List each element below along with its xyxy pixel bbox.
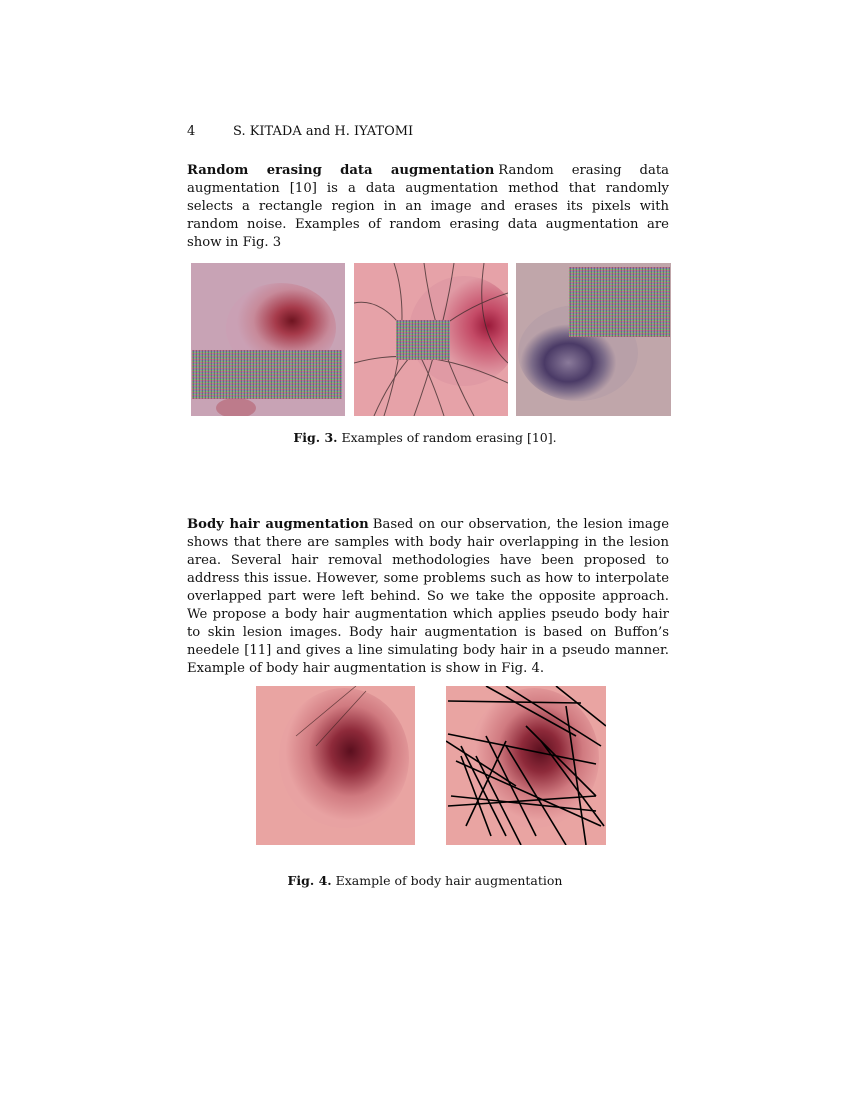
figure3-image-3	[516, 263, 671, 416]
page-header	[187, 124, 413, 139]
figure4-image-original	[256, 686, 415, 845]
figure3-image-1	[191, 263, 345, 416]
paragraph-random-erasing	[187, 162, 669, 252]
running-authors: S. KITADA and H. IYATOMI	[233, 124, 414, 139]
paragraph-body-hair	[187, 516, 669, 678]
paragraph-body-random-erasing: Random erasing data augmentation [10] is a data augmentation method that randomly selects a rectangle region in an image and erases its pixels with random noise. Examples of random erasing data augmentation are show in Fig. 3	[187, 163, 669, 250]
random-erasing-patch	[192, 350, 342, 399]
figure4-caption	[0, 873, 850, 888]
figure3-caption-text: Examples of random erasing [10].	[341, 430, 557, 445]
figure4-label: Fig. 4.	[287, 873, 332, 888]
page-number: 4	[187, 124, 196, 139]
figure3-image-2	[354, 263, 508, 416]
random-erasing-patch	[569, 267, 670, 337]
random-erasing-patch	[396, 320, 450, 360]
figure4-image-augmented	[446, 686, 606, 845]
figure4-caption-text: Example of body hair augmentation	[335, 873, 563, 888]
figure3-caption	[0, 430, 850, 445]
paragraph-body-body-hair: Based on our observation, the lesion image shows that there are samples with body hair overlapping in the lesion area. Several hair removal methodologies have been proposed to address this issue. However, some problems such as how to interpolate overlapped part were left behind. So we take the opposite approach. We propose a body hair augmentation which applies pseudo body hair to skin lesion images. Body hair augmentation is based on Buffon’s needele [11] and gives a line simulating body hair in a pseudo manner. Example of body hair augmentation is show in Fig. 4.	[187, 517, 669, 676]
figure3-label: Fig. 3.	[293, 430, 338, 445]
section-title-random-erasing: Random erasing data augmentation	[187, 163, 495, 178]
section-title-body-hair: Body hair augmentation	[187, 517, 369, 532]
